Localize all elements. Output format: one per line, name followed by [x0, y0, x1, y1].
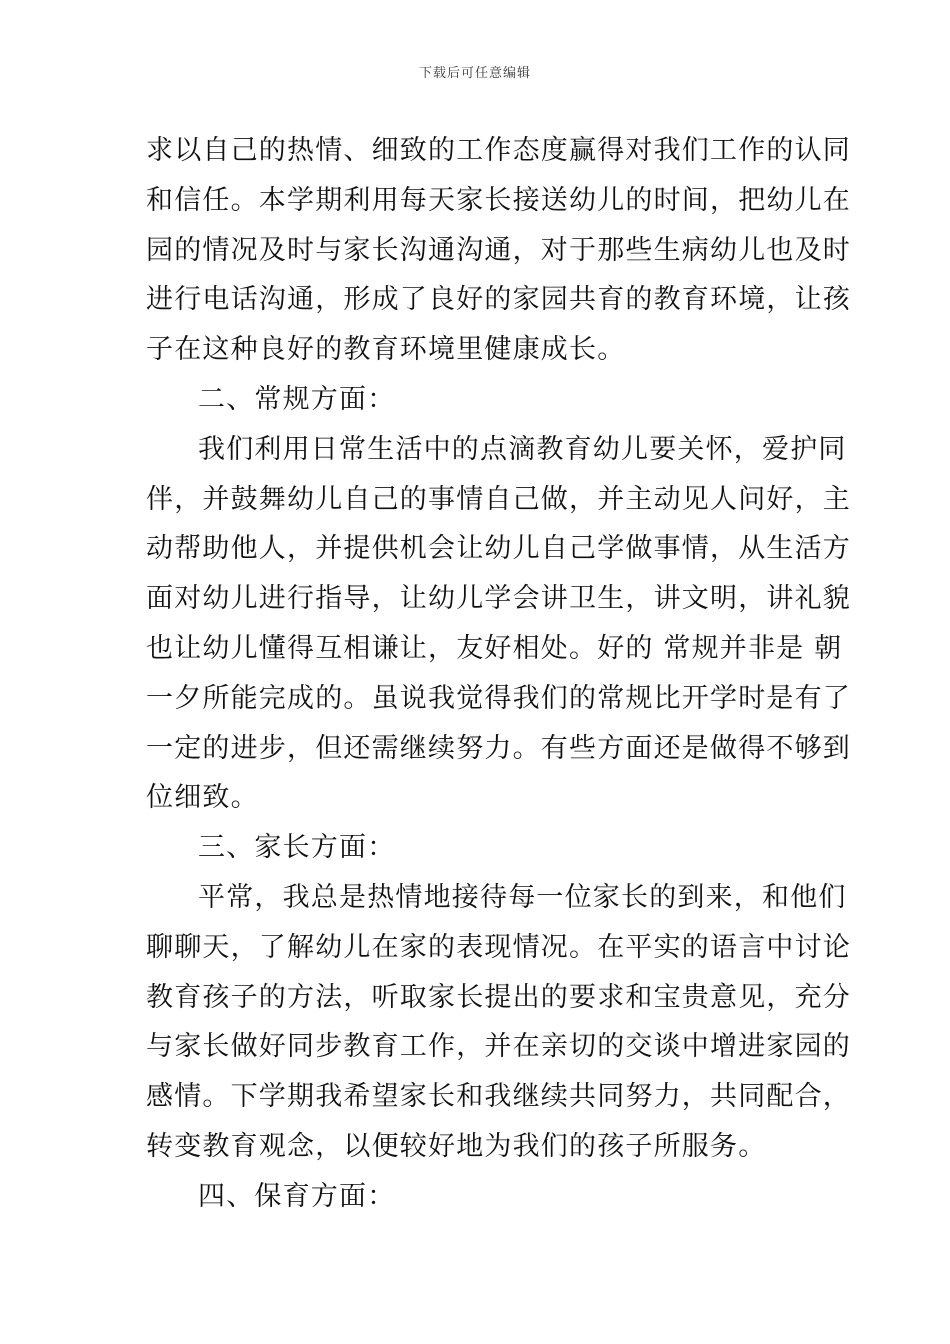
text-line: 求以自己的热情、细致的工作态度赢得对我们工作的认同	[146, 135, 851, 166]
page-header: 下载后可任意编辑	[418, 66, 531, 81]
text-line: 和信任。本学期利用每天家长接送幼儿的时间，把幼儿在	[146, 184, 851, 216]
text-line: 教育孩子的方法，听取家长提出的要求和宝贵意见，充分	[146, 981, 851, 1013]
text-line: 动帮助他人，并提供机会让幼儿自己学做事情，从生活方	[146, 533, 851, 565]
section-heading-parents: 三、家长方面：	[198, 832, 396, 864]
text-line: 一定的进步，但还需继续努力。有些方面还是做得不够到	[146, 732, 851, 764]
text-line: 面对幼儿进行指导，让幼儿学会讲卫生，讲文明，讲礼貌	[146, 583, 851, 615]
text-line: 也让幼儿懂得互相谦让，友好相处。好的 常规并非是 朝	[146, 632, 843, 664]
text-line: 一夕所能完成的。虽说我觉得我们的常规比开学时是有了	[146, 682, 851, 714]
text-line: 与家长做好同步教育工作，并在亲切的交谈中增进家园的	[146, 1031, 851, 1063]
text-line: 进行电话沟通，形成了良好的家园共育的教育环境，让孩	[146, 284, 851, 316]
text-line: 转变教育观念，以便较好地为我们的孩子所服务。	[146, 1130, 767, 1162]
text-line: 聊聊天，了解幼儿在家的表现情况。在平实的语言中讨论	[146, 931, 851, 963]
text-line: 感情。下学期我希望家长和我继续共同努力，共同配合，	[146, 1081, 851, 1113]
text-line: 位细致。	[146, 782, 259, 814]
document-body	[146, 126, 851, 1222]
section-heading-care: 四、保育方面：	[198, 1180, 396, 1212]
section-heading-routine: 二、常规方面：	[198, 383, 396, 415]
text-line: 伴，并鼓舞幼儿自己的事情自己做，并主动见人问好，主	[146, 483, 851, 515]
text-line: 子在这种良好的教育环境里健康成长。	[146, 334, 626, 366]
text-line: 我们利用日常生活中的点滴教育幼儿要关怀，爱护同	[198, 433, 847, 465]
text-line: 园的情况及时与家长沟通沟通，对于那些生病幼儿也及时	[146, 234, 851, 266]
text-line: 平常，我总是热情地接待每一位家长的到来，和他们	[198, 881, 847, 913]
